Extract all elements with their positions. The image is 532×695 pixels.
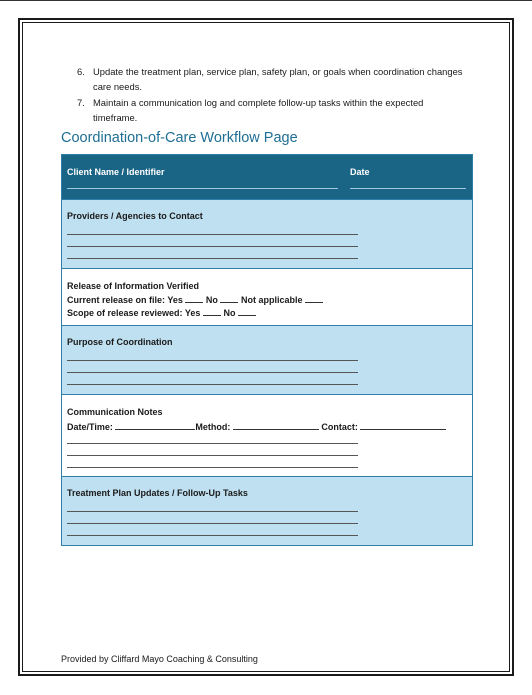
step-item (60, 64, 470, 94)
notes-line[interactable] (67, 455, 358, 456)
release-scope-no: No (223, 308, 236, 318)
not-applicable-blank[interactable] (305, 293, 323, 303)
release-heading: Release of Information Verified (67, 281, 200, 291)
providers-section (62, 199, 472, 268)
scope-yes-blank[interactable] (203, 306, 221, 316)
coordination-form (61, 154, 473, 546)
top-rule (0, 0, 532, 1)
purpose-line[interactable] (67, 384, 358, 385)
step-number: 7. (77, 97, 85, 108)
providers-line[interactable] (67, 246, 358, 247)
providers-line[interactable] (67, 234, 358, 235)
release-not-applicable: Not applicable (240, 295, 303, 305)
client-name-field[interactable] (67, 188, 338, 189)
release-current-label: Current release on file: Yes (67, 295, 183, 305)
release-scope-label: Scope of release reviewed: Yes (67, 308, 201, 318)
purpose-section (62, 325, 472, 394)
scope-no-blank[interactable] (238, 306, 256, 316)
providers-line[interactable] (67, 258, 358, 259)
date-label: Date (350, 167, 370, 177)
treatment-line[interactable] (67, 511, 358, 512)
contact-label: Contact: (321, 422, 358, 432)
providers-label: Providers / Agencies to Contact (67, 211, 203, 221)
date-field[interactable] (350, 188, 466, 189)
notes-fields-line (67, 420, 446, 432)
section-title: Coordination-of-Care Workflow Page (61, 130, 298, 146)
step-text: Maintain a communication log and complete follow-up tasks within the expected timeframe. (93, 97, 424, 123)
contact-blank[interactable] (360, 420, 446, 430)
notes-heading: Communication Notes (67, 407, 163, 417)
client-name-label: Client Name / Identifier (67, 167, 165, 177)
date-time-label: Date/Time: (67, 422, 113, 432)
notes-line[interactable] (67, 467, 358, 468)
purpose-line[interactable] (67, 372, 358, 373)
step-text: Update the treatment plan, service plan, safety plan, or goals when coordination changes care needs. (93, 66, 463, 92)
date-time-blank[interactable] (115, 420, 195, 430)
release-line-2 (67, 306, 256, 318)
current-yes-blank[interactable] (185, 293, 203, 303)
release-current-no: No (205, 295, 218, 305)
release-line-1 (67, 293, 323, 305)
treatment-plan-section (62, 476, 472, 545)
treatment-plan-label: Treatment Plan Updates / Follow-Up Tasks (67, 488, 248, 498)
treatment-line[interactable] (67, 523, 358, 524)
step-item (60, 95, 470, 125)
release-section (62, 268, 472, 325)
purpose-label: Purpose of Coordination (67, 337, 173, 347)
purpose-line[interactable] (67, 360, 358, 361)
footer-credit: Provided by Cliffard Mayo Coaching & Consulting (61, 654, 258, 664)
method-blank[interactable] (233, 420, 319, 430)
form-header-row (62, 155, 472, 199)
notes-line[interactable] (67, 443, 358, 444)
current-no-blank[interactable] (220, 293, 238, 303)
communication-notes-section (62, 394, 472, 476)
method-label: Method: (195, 422, 231, 432)
treatment-line[interactable] (67, 535, 358, 536)
step-list (60, 64, 470, 126)
step-number: 6. (77, 66, 85, 77)
